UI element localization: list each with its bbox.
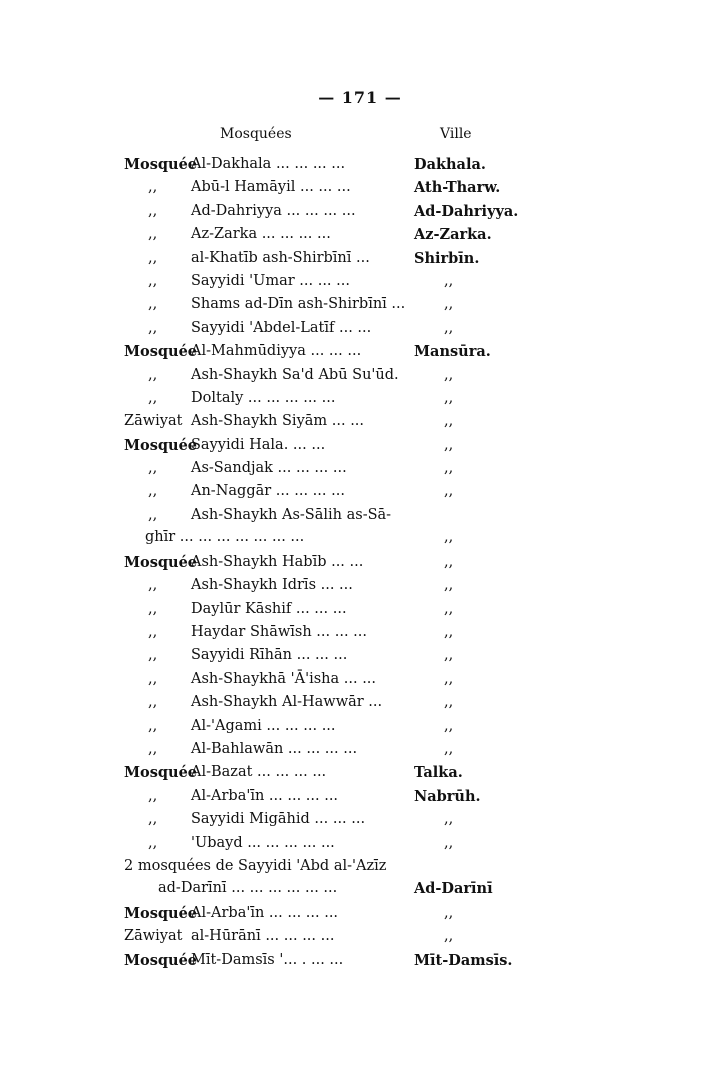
entry-name: Mīt-Damsīs '... . ... ... <box>191 951 344 968</box>
entry-ville: Talka. <box>414 764 463 782</box>
entry-ville: Mansūra. <box>414 343 491 361</box>
entry-prefix: 2 mosquées de Sayyidi 'Abd al-'Azīz <box>124 857 387 874</box>
ditto-mark: ,, <box>148 460 158 477</box>
entry-name: Ad-Dahriyya ... ... ... ... <box>191 202 356 219</box>
entry-ville: ,, <box>444 319 454 336</box>
entry-name: Daylūr Kāshif ... ... ... <box>191 600 347 617</box>
entry-ville: Ath-Tharw. <box>414 179 501 197</box>
entry-name: Az-Zarka ... ... ... ... <box>191 226 331 243</box>
entry-name: An-Naggār ... ... ... ... <box>191 483 345 500</box>
entry-name: Sayyidi 'Abdel-Latīf ... ... <box>191 319 372 336</box>
list-item <box>0 367 720 390</box>
entry-name: al-Hūrānī ... ... ... ... <box>191 928 335 945</box>
page-number: — 171 — <box>318 88 402 107</box>
entry-name: Al-Arba'īn ... ... ... ... <box>191 787 339 804</box>
list-item <box>0 343 720 366</box>
ditto-mark: ,, <box>148 249 158 266</box>
entry-name: Sayyidi Hala. ... ... <box>191 436 326 453</box>
ditto-mark: ,, <box>148 834 158 851</box>
list-item <box>0 483 720 506</box>
list-item <box>0 811 720 834</box>
entry-name: Al-Mahmūdiyya ... ... ... <box>191 343 362 360</box>
ditto-mark: ,, <box>148 717 158 734</box>
entry-ville: ,, <box>444 413 454 430</box>
list-item <box>0 788 720 811</box>
list-item <box>0 858 720 905</box>
list-item <box>0 179 720 202</box>
column-header-mosquees: Mosquées <box>220 126 292 142</box>
entry-ville: ,, <box>444 624 454 641</box>
entry-prefix: Mosquée <box>124 764 198 782</box>
entry-name: Al-Bahlawān ... ... ... ... <box>191 740 358 757</box>
entry-ville: ,, <box>444 296 454 313</box>
list-item <box>0 764 720 787</box>
entry-ville: ,, <box>444 717 454 734</box>
list-item <box>0 460 720 483</box>
entry-name: Sayyidi 'Umar ... ... ... <box>191 272 350 289</box>
entry-name: al-Khatīb ash-Shirbīnī ... <box>191 249 370 266</box>
entry-ville: ,, <box>444 928 454 945</box>
entry-ville: ,, <box>444 528 454 545</box>
list-item <box>0 273 720 296</box>
entry-ville: ,, <box>444 834 454 851</box>
entry-prefix: Zāwiyat <box>124 413 183 430</box>
ditto-mark: ,, <box>148 787 158 804</box>
entry-ville: ,, <box>444 460 454 477</box>
list-item <box>0 320 720 343</box>
ditto-mark: ,, <box>148 600 158 617</box>
ditto-mark: ,, <box>148 389 158 406</box>
entry-name: Haydar Shāwīsh ... ... ... <box>191 624 368 641</box>
entry-continuation: ad-Darīnī ... ... ... ... ... ... <box>158 879 338 896</box>
ditto-mark: ,, <box>148 694 158 711</box>
list-item <box>0 952 720 975</box>
mosque-list <box>0 156 720 975</box>
list-item <box>0 671 720 694</box>
entry-name: Al-'Agami ... ... ... ... <box>191 717 336 734</box>
ditto-mark: ,, <box>148 647 158 664</box>
list-item <box>0 577 720 600</box>
ditto-mark: ,, <box>148 179 158 196</box>
entry-name: Shams ad-Dīn ash-Shirbīnī ... <box>191 296 406 313</box>
list-item <box>0 203 720 226</box>
entry-name: Ash-Shaykh Al-Hawwār ... <box>191 694 383 711</box>
entry-ville: ,, <box>444 483 454 500</box>
list-item <box>0 905 720 928</box>
entry-name: Abū-l Hamāyil ... ... ... <box>191 179 351 196</box>
entry-ville: ,, <box>444 740 454 757</box>
entry-name: Ash-Shaykh As-Sālih as-Sā- <box>191 506 392 523</box>
entry-name: Ash-Shaykh Idrīs ... ... <box>191 577 353 594</box>
entry-ville: Nabrūh. <box>414 787 481 805</box>
list-item <box>0 156 720 179</box>
entry-ville: Shirbīn. <box>414 249 480 267</box>
entry-name: Al-Bazat ... ... ... ... <box>191 764 327 781</box>
list-item <box>0 507 720 554</box>
entry-name: Sayyidi Migāhid ... ... ... <box>191 811 366 828</box>
entry-name: Ash-Shaykh Sa'd Abū Su'ūd. <box>191 366 399 383</box>
ditto-mark: ,, <box>148 624 158 641</box>
ditto-mark: ,, <box>148 811 158 828</box>
entry-prefix: Mosquée <box>124 343 198 361</box>
list-item <box>0 624 720 647</box>
entry-prefix: Mosquée <box>124 156 198 173</box>
ditto-mark: ,, <box>148 296 158 313</box>
entry-name: As-Sandjak ... ... ... ... <box>191 460 347 477</box>
entry-ville: ,, <box>444 577 454 594</box>
entry-ville: Ad-Darīnī <box>414 879 493 897</box>
entry-name: Ash-Shaykh Habīb ... ... <box>191 553 364 570</box>
ditto-mark: ,, <box>148 202 158 219</box>
list-item <box>0 694 720 717</box>
list-item <box>0 413 720 436</box>
entry-ville: ,, <box>444 811 454 828</box>
list-item <box>0 554 720 577</box>
list-item <box>0 390 720 413</box>
list-item <box>0 835 720 858</box>
ditto-mark: ,, <box>148 272 158 289</box>
entry-name: Doltaly ... ... ... ... ... <box>191 389 336 406</box>
entry-ville: ,, <box>444 553 454 570</box>
list-item <box>0 741 720 764</box>
entry-ville: ,, <box>444 647 454 664</box>
entry-name: 'Ubayd ... ... ... ... ... <box>191 834 335 851</box>
entry-ville: ,, <box>444 694 454 711</box>
entry-ville: ,, <box>444 272 454 289</box>
ditto-mark: ,, <box>148 366 158 383</box>
entry-prefix: Mosquée <box>124 436 198 454</box>
ditto-mark: ,, <box>148 319 158 336</box>
entry-ville: ,, <box>444 904 454 921</box>
ditto-mark: ,, <box>148 670 158 687</box>
entry-prefix: Mosquée <box>124 553 198 571</box>
entry-name: Al-Arba'īn ... ... ... ... <box>191 904 339 921</box>
ditto-mark: ,, <box>148 740 158 757</box>
entry-ville: ,, <box>444 670 454 687</box>
entry-prefix: Mosquée <box>124 951 198 969</box>
entry-ville: Dakhala. <box>414 156 486 173</box>
entry-ville: Ad-Dahriyya. <box>414 202 519 220</box>
entry-ville: ,, <box>444 366 454 383</box>
list-item <box>0 296 720 319</box>
column-header-ville: Ville <box>440 126 472 142</box>
entry-name: Ash-Shaykhā 'Ā'isha ... ... <box>191 670 377 687</box>
list-item <box>0 250 720 273</box>
entry-name: Sayyidi Rīhān ... ... ... <box>191 647 348 664</box>
ditto-mark: ,, <box>148 483 158 500</box>
list-item <box>0 718 720 741</box>
entry-ville: Mīt-Damsīs. <box>414 951 513 969</box>
entry-ville: ,, <box>444 389 454 406</box>
entry-ville: Az-Zarka. <box>414 226 492 244</box>
ditto-mark: ,, <box>148 506 158 523</box>
entry-prefix: Zāwiyat <box>124 928 183 945</box>
entry-prefix: Mosquée <box>124 904 198 922</box>
entry-continuation: ghīr ... ... ... ... ... ... ... <box>145 528 305 545</box>
entry-ville: ,, <box>444 600 454 617</box>
ditto-mark: ,, <box>148 577 158 594</box>
list-item <box>0 601 720 624</box>
ditto-mark: ,, <box>148 226 158 243</box>
entry-name: Al-Dakhala ... ... ... ... <box>191 156 346 172</box>
list-item <box>0 226 720 249</box>
entry-ville: ,, <box>444 436 454 453</box>
list-item <box>0 928 720 951</box>
entry-name: Ash-Shaykh Siyām ... ... <box>191 413 365 430</box>
list-item <box>0 647 720 670</box>
list-item <box>0 437 720 460</box>
